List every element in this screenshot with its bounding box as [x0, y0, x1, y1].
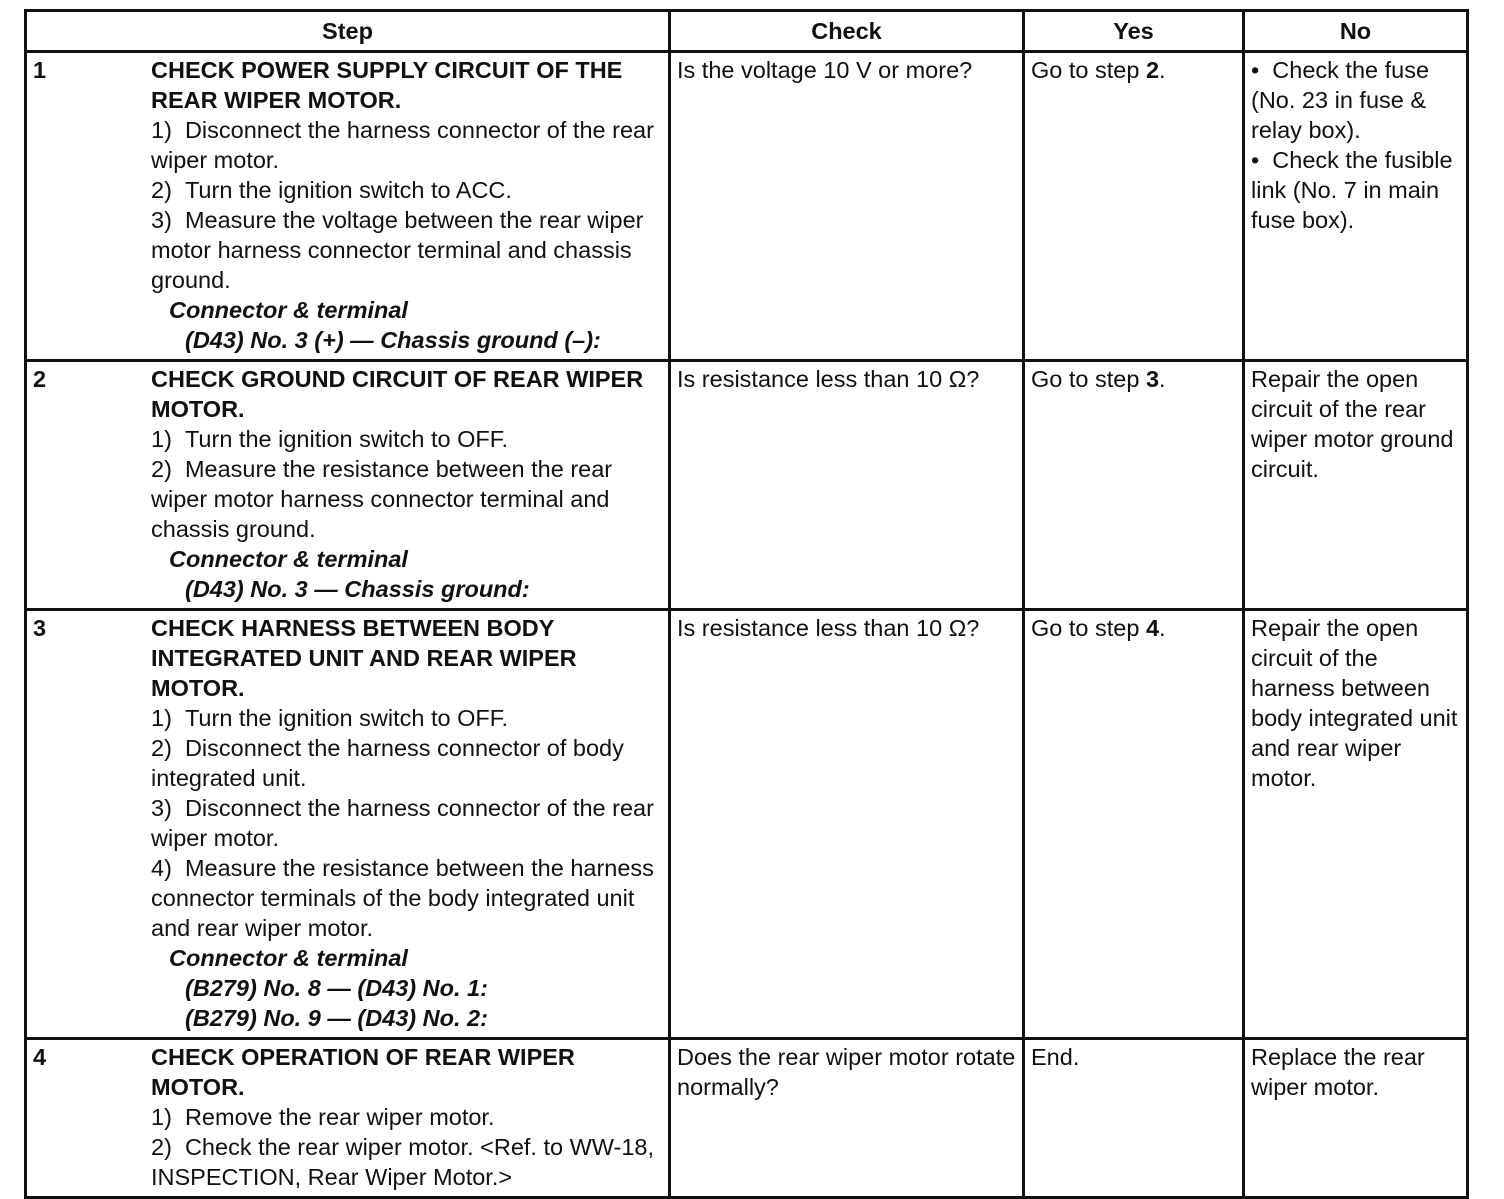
yes-step-number: 4 [1145, 615, 1160, 641]
yes-suffix: . [1159, 57, 1166, 83]
yes-step-number: 2 [1145, 57, 1160, 83]
step-body [151, 1042, 662, 1192]
step-cell [26, 52, 670, 361]
check-cell: Is resistance less than 10 Ω? [670, 610, 1024, 1039]
header-yes: Yes [1024, 11, 1244, 52]
step-substep: 1) Disconnect the harness connector of the rear wiper motor. [151, 117, 654, 173]
step-number: 3 [33, 615, 47, 641]
step-title: CHECK GROUND CIRCUIT OF REAR WIPER MOTOR. [151, 366, 644, 422]
yes-step-number: 3 [1145, 366, 1160, 392]
no-cell [1244, 52, 1468, 361]
table-body [26, 52, 1468, 1198]
yes-cell [1024, 610, 1244, 1039]
step-substep: 1) Turn the ignition switch to OFF. [151, 426, 508, 452]
step-substep: 4) Measure the resistance between the harness connector terminals of the body integrated unit and rear wiper motor. [151, 855, 654, 941]
check-cell: Does the rear wiper motor rotate normally? [670, 1039, 1024, 1198]
yes-suffix: . [1159, 366, 1166, 392]
header-no: No [1244, 11, 1468, 52]
step-body [151, 613, 662, 1033]
yes-cell [1024, 52, 1244, 361]
step-substep: 2) Measure the resistance between the rear wiper motor harness connector terminal and chassis ground. [151, 456, 613, 542]
no-cell [1244, 610, 1468, 1039]
step-substep: 2) Disconnect the harness connector of body integrated unit. [151, 735, 624, 791]
step-body [151, 364, 662, 604]
step-cell [26, 361, 670, 610]
header-row [26, 11, 1468, 52]
header-step: Step [26, 11, 670, 52]
table-row [26, 361, 1468, 610]
step-substep: 2) Turn the ignition switch to ACC. [151, 177, 512, 203]
step-substep: 2) Check the rear wiper motor. <Ref. to WW-18, INSPECTION, Rear Wiper Motor.> [151, 1134, 655, 1190]
yes-cell [1024, 1039, 1244, 1198]
table-row [26, 52, 1468, 361]
header-check: Check [670, 11, 1024, 52]
yes-suffix: . [1159, 615, 1166, 641]
check-cell: Is resistance less than 10 Ω? [670, 361, 1024, 610]
no-cell [1244, 1039, 1468, 1198]
connector-heading: Connector & terminal [169, 297, 408, 323]
diagnostic-table [24, 9, 1469, 1199]
yes-cell [1024, 361, 1244, 610]
yes-prefix: Go to step [1031, 366, 1146, 392]
yes-prefix: End. [1031, 1044, 1080, 1070]
no-action: • Check the fuse (No. 23 in fuse & relay box). [1251, 57, 1430, 143]
step-substep: 3) Disconnect the harness connector of the rear wiper motor. [151, 795, 654, 851]
yes-prefix: Go to step [1031, 615, 1146, 641]
no-action: Repair the open circuit of the harness between body integrated unit and rear wiper motor. [1251, 615, 1458, 791]
table-row [26, 1039, 1468, 1198]
step-title: CHECK OPERATION OF REAR WIPER MOTOR. [151, 1044, 575, 1100]
yes-prefix: Go to step [1031, 57, 1146, 83]
no-cell [1244, 361, 1468, 610]
no-action: Repair the open circuit of the rear wiper motor ground circuit. [1251, 366, 1454, 482]
step-cell [26, 1039, 670, 1198]
connector-terminal: (B279) No. 9 — (D43) No. 2: [185, 1005, 488, 1031]
connector-terminal: (B279) No. 8 — (D43) No. 1: [185, 975, 488, 1001]
step-substep: 1) Remove the rear wiper motor. [151, 1104, 495, 1130]
step-substep: 3) Measure the voltage between the rear wiper motor harness connector terminal and chassis ground. [151, 207, 644, 293]
step-number: 1 [33, 57, 47, 83]
connector-terminal: (D43) No. 3 — Chassis ground: [185, 576, 530, 602]
step-cell [26, 610, 670, 1039]
step-number: 4 [33, 1044, 47, 1070]
connector-terminal: (D43) No. 3 (+) — Chassis ground (–): [185, 327, 601, 353]
step-body [151, 55, 662, 355]
step-title: CHECK POWER SUPPLY CIRCUIT OF THE REAR WIPER MOTOR. [151, 57, 623, 113]
step-substep: 1) Turn the ignition switch to OFF. [151, 705, 508, 731]
connector-heading: Connector & terminal [169, 945, 408, 971]
check-cell: Is the voltage 10 V or more? [670, 52, 1024, 361]
step-title: CHECK HARNESS BETWEEN BODY INTEGRATED UNIT AND REAR WIPER MOTOR. [151, 615, 577, 701]
step-number: 2 [33, 366, 47, 392]
connector-heading: Connector & terminal [169, 546, 408, 572]
no-action: Replace the rear wiper motor. [1251, 1044, 1425, 1100]
table-row [26, 610, 1468, 1039]
no-action: • Check the fusible link (No. 7 in main fuse box). [1251, 147, 1453, 233]
